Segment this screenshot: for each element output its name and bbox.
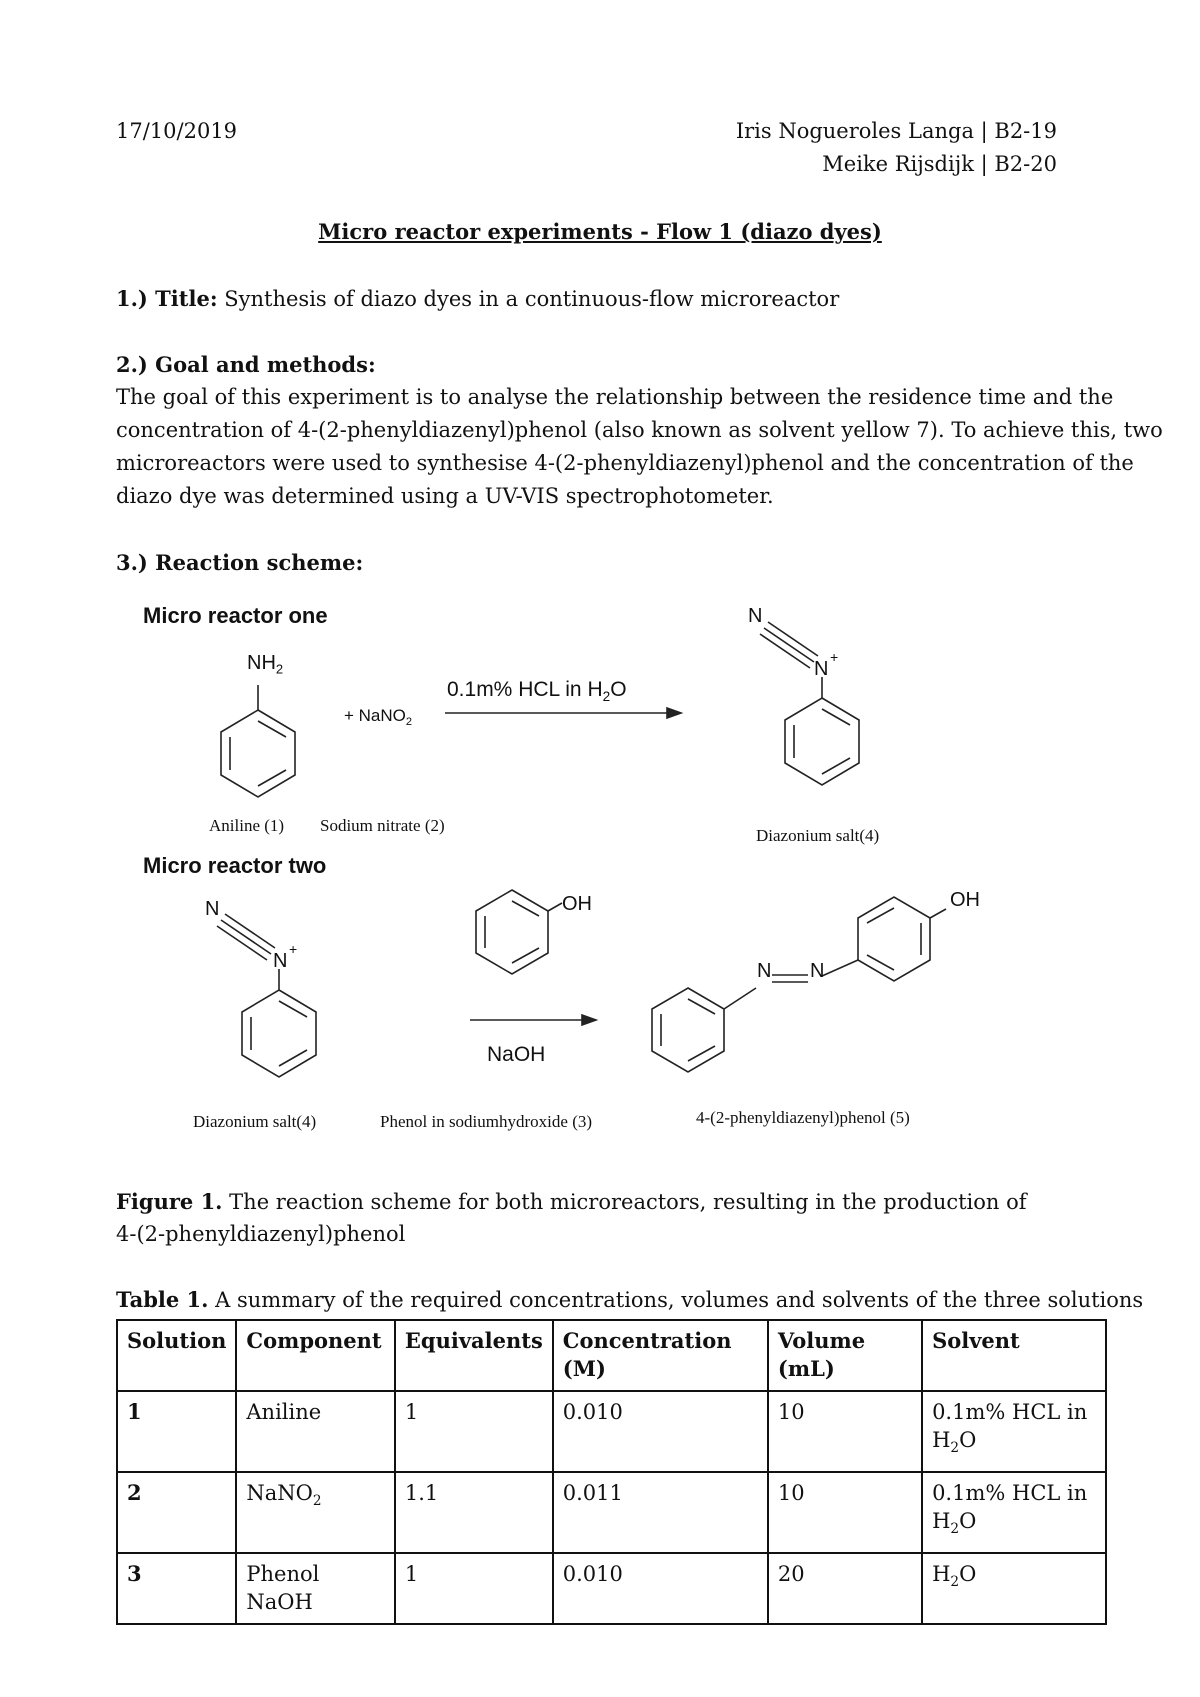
component-cell: Aniline xyxy=(236,1391,395,1472)
author-1: Iris Nogueroles Langa | B2-19 xyxy=(735,119,1057,143)
solution-cell: 1 xyxy=(117,1391,236,1472)
volume-cell: 20 xyxy=(768,1553,922,1624)
reaction-arrow-one xyxy=(445,705,685,721)
plus-charge-label: + xyxy=(830,649,839,665)
section-title-text: Synthesis of diazo dyes in a continuous-flow microreactor xyxy=(224,287,840,311)
section-title xyxy=(116,282,839,316)
goal-line: The goal of this experiment is to analyse the relationship between the residence time and the xyxy=(116,385,1114,409)
aniline-label: Aniline (1) xyxy=(209,816,285,835)
diazonium-salt-structure xyxy=(217,912,327,1102)
aniline-structure xyxy=(208,685,308,805)
n-atom-label: N xyxy=(205,898,220,920)
diazonium-salt-label: Diazonium salt(4) xyxy=(193,1112,317,1131)
n-plus-label: N xyxy=(273,950,288,972)
goal-line: diazo dye was determined using a UV-VIS spectrophotometer. xyxy=(116,484,774,508)
section-scheme-label: 3.) Reaction scheme: xyxy=(116,550,364,575)
figure-caption-label: Figure 1. xyxy=(116,1189,223,1214)
nh2-label: $NH_2$ xyxy=(247,652,284,677)
goal-line: concentration of 4-(2-phenyldiazenyl)phenol (also known as solvent yellow 7). To achieve this, two xyxy=(116,418,1163,442)
table-header-cell: Equivalents xyxy=(395,1320,553,1391)
phenol-label: Phenol in sodiumhydroxide (3) xyxy=(380,1112,593,1131)
component-cell: Phenol NaOH xyxy=(236,1553,395,1624)
solvent-cell: $H_2O$ xyxy=(922,1553,1106,1624)
sodium-nitrate-label: Sodium nitrate (2) xyxy=(320,816,445,835)
table-caption xyxy=(116,1283,1143,1317)
document-title: Micro reactor experiments - Flow 1 (diazo dyes) xyxy=(318,219,882,244)
solution-cell: 2 xyxy=(117,1472,236,1553)
volume-cell: 10 xyxy=(768,1472,922,1553)
section-title-label: 1.) Title: xyxy=(116,286,218,311)
equivalents-cell: 1.1 xyxy=(395,1472,553,1553)
table-header-cell: Component xyxy=(236,1320,395,1391)
component-cell: NaNO$_2$ xyxy=(236,1472,395,1553)
nano2-reagent: + NaNO$_2$ xyxy=(344,706,413,728)
table-header-cell: Volume (mL) xyxy=(768,1320,922,1391)
table-row xyxy=(117,1391,1106,1472)
table-caption-text: A summary of the required concentrations, volumes and solvents of the three solutions xyxy=(208,1288,1144,1312)
equivalents-cell: 1 xyxy=(395,1391,553,1472)
figure-caption-line: 4-(2-phenyldiazenyl)phenol xyxy=(116,1222,406,1246)
reaction-arrow-two xyxy=(470,1012,600,1028)
concentration-cell: 0.010 xyxy=(553,1553,768,1624)
oh-label: OH xyxy=(562,893,592,915)
product-label: 4-(2-phenyldiazenyl)phenol (5) xyxy=(696,1108,910,1127)
figure-caption-text: The reaction scheme for both microreactors, resulting in the production of xyxy=(222,1190,1027,1214)
solution-cell: 3 xyxy=(117,1553,236,1624)
oh-label: OH xyxy=(950,889,980,911)
naoh-condition-label: NaOH xyxy=(487,1043,546,1066)
solvent-cell: 0.1m% HCL in $H_2O$ xyxy=(922,1472,1106,1553)
table-header-cell: Concentration (M) xyxy=(553,1320,768,1391)
azo-dye-structure xyxy=(640,888,970,1088)
table-header-cell: Solvent xyxy=(922,1320,1106,1391)
condition-label: 0.1m% HCL in $H_2O$ xyxy=(447,678,627,704)
azo-n-label: N xyxy=(757,960,772,982)
equivalents-cell: 1 xyxy=(395,1553,553,1624)
diazonium-salt-structure xyxy=(760,620,870,810)
reactor-one-heading: Micro reactor one xyxy=(143,603,328,628)
summary-table xyxy=(116,1319,1107,1625)
table-header-row xyxy=(117,1320,1106,1391)
plus-charge-label: + xyxy=(289,941,298,957)
azo-n-label: N xyxy=(810,960,825,982)
goal-paragraph xyxy=(116,381,1163,513)
volume-cell: 10 xyxy=(768,1391,922,1472)
n-plus-label: N xyxy=(814,658,829,680)
date: 17/10/2019 xyxy=(116,119,238,143)
section-goal-label: 2.) Goal and methods: xyxy=(116,352,376,377)
goal-line: microreactors were used to synthesise 4-(2-phenyldiazenyl)phenol and the concentration of the xyxy=(116,451,1134,475)
table-row xyxy=(117,1553,1106,1624)
concentration-cell: 0.010 xyxy=(553,1391,768,1472)
n-atom-label: N xyxy=(748,605,763,627)
table-caption-label: Table 1. xyxy=(116,1287,209,1312)
figure-caption xyxy=(116,1185,1027,1219)
table-row xyxy=(117,1472,1106,1553)
reactor-two-heading: Micro reactor two xyxy=(143,853,327,878)
table-header-cell: Solution xyxy=(117,1320,236,1391)
solvent-cell: 0.1m% HCL in $H_2O$ xyxy=(922,1391,1106,1472)
concentration-cell: 0.011 xyxy=(553,1472,768,1553)
diazonium-salt-label: Diazonium salt(4) xyxy=(756,826,880,845)
author-2: Meike Rijsdijk | B2-20 xyxy=(822,152,1057,176)
